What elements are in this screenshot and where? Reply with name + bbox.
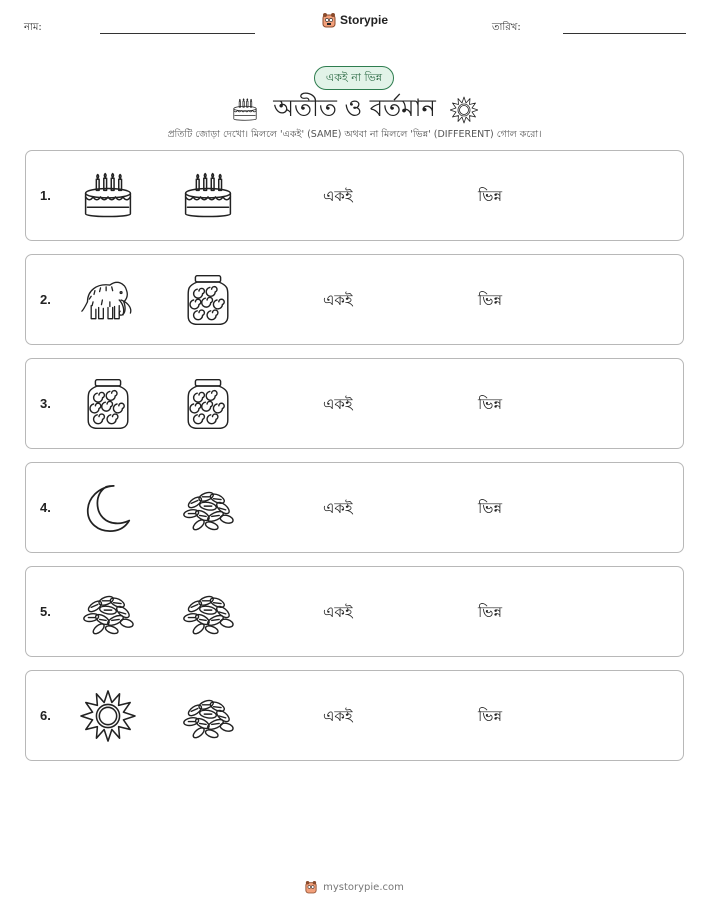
jar-icon bbox=[80, 377, 136, 431]
same-option[interactable]: একই bbox=[323, 707, 353, 725]
topic-badge: একই না ভিন্ন bbox=[314, 66, 394, 90]
question-number: 6. bbox=[40, 708, 51, 723]
title-row bbox=[0, 90, 709, 130]
cake-icon bbox=[180, 169, 236, 223]
question-card-2 bbox=[25, 254, 684, 345]
instructions: প্রতিটি জোড়া দেখো। মিললে 'একই' (SAME) অথবা না মিললে 'ভিন্ন' (DIFFERENT) গোল করো। bbox=[167, 129, 542, 140]
same-option[interactable]: একই bbox=[323, 187, 353, 205]
different-option[interactable]: ভিন্ন bbox=[478, 499, 503, 517]
different-option[interactable]: ভিন্ন bbox=[478, 187, 503, 205]
seeds-icon bbox=[180, 585, 236, 639]
name-label: নাম: bbox=[24, 22, 42, 33]
question-card-6 bbox=[25, 670, 684, 761]
date-label: তারিখ: bbox=[492, 22, 521, 33]
name-field[interactable] bbox=[100, 33, 255, 34]
storypie-mascot-icon bbox=[305, 880, 317, 894]
jar-icon bbox=[180, 377, 236, 431]
same-option[interactable]: একই bbox=[323, 499, 353, 517]
question-number: 5. bbox=[40, 604, 51, 619]
different-option[interactable]: ভিন্ন bbox=[478, 707, 503, 725]
question-card-4 bbox=[25, 462, 684, 553]
seeds-icon bbox=[80, 585, 136, 639]
seeds-icon bbox=[180, 689, 236, 743]
question-card-5 bbox=[25, 566, 684, 657]
mammoth-icon bbox=[80, 273, 136, 327]
different-option[interactable]: ভিন্ন bbox=[478, 291, 503, 309]
question-number: 2. bbox=[40, 292, 51, 307]
question-card-3 bbox=[25, 358, 684, 449]
question-number: 1. bbox=[40, 188, 51, 203]
question-card-1 bbox=[25, 150, 684, 241]
cake-icon bbox=[80, 169, 136, 223]
page-title: অতীত ও বর্তমান bbox=[273, 94, 436, 122]
sun-icon bbox=[80, 689, 136, 743]
same-option[interactable]: একই bbox=[323, 603, 353, 621]
same-option[interactable]: একই bbox=[323, 395, 353, 413]
storypie-logo bbox=[322, 12, 388, 28]
different-option[interactable]: ভিন্ন bbox=[478, 395, 503, 413]
question-number: 3. bbox=[40, 396, 51, 411]
brand-name: Storypie bbox=[340, 13, 389, 27]
same-option[interactable]: একই bbox=[323, 291, 353, 309]
sun-icon bbox=[450, 96, 478, 124]
jar-icon bbox=[180, 273, 236, 327]
moon-icon bbox=[80, 481, 136, 535]
date-field[interactable] bbox=[563, 33, 686, 34]
footer bbox=[0, 880, 709, 894]
cake-icon bbox=[231, 96, 259, 124]
footer-site[interactable]: mystorypie.com bbox=[323, 881, 404, 893]
different-option[interactable]: ভিন্ন bbox=[478, 603, 503, 621]
question-number: 4. bbox=[40, 500, 51, 515]
storypie-mascot-icon bbox=[322, 12, 336, 28]
seeds-icon bbox=[180, 481, 236, 535]
